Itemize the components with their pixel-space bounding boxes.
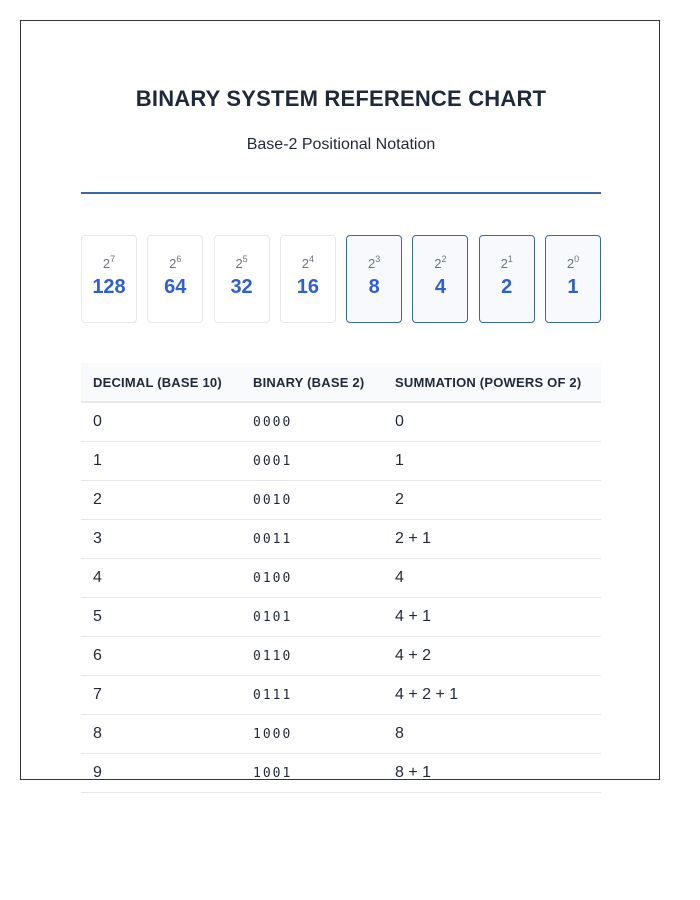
summation-cell: 4 + 2 (383, 637, 601, 676)
binary-table (81, 363, 601, 793)
table-header-row (81, 363, 601, 402)
binary-cell: 0010 (241, 481, 383, 520)
decimal-cell: 1 (81, 442, 241, 481)
summation-cell: 4 (383, 559, 601, 598)
header-summation: SUMMATION (POWERS OF 2) (383, 363, 601, 402)
place-value-card (280, 235, 336, 323)
power-label: $2^2$ (434, 254, 447, 271)
binary-cell: 0100 (241, 559, 383, 598)
decimal-cell: 8 (81, 715, 241, 754)
summation-cell: 8 (383, 715, 601, 754)
decimal-cell: 2 (81, 481, 241, 520)
table-row (81, 754, 601, 793)
place-value: 64 (164, 276, 187, 298)
summation-cell: 1 (383, 442, 601, 481)
binary-cell: 1000 (241, 715, 383, 754)
place-value: 4 (434, 276, 446, 298)
divider (81, 192, 601, 194)
place-value-card (214, 235, 270, 323)
decimal-cell: 7 (81, 676, 241, 715)
power-label: $2^3$ (368, 254, 381, 271)
table-row (81, 402, 601, 442)
decimal-cell: 9 (81, 754, 241, 793)
place-value: 128 (92, 276, 126, 298)
place-value-card (147, 235, 203, 323)
table-row (81, 559, 601, 598)
binary-cell: 0101 (241, 598, 383, 637)
table-row (81, 676, 601, 715)
power-label: $2^5$ (235, 254, 248, 271)
binary-cell: 0001 (241, 442, 383, 481)
binary-cell: 0111 (241, 676, 383, 715)
summation-cell: 8 + 1 (383, 754, 601, 793)
place-value: 32 (230, 276, 253, 298)
place-value-card (412, 235, 468, 323)
summation-cell: 2 (383, 481, 601, 520)
summation-cell: 2 + 1 (383, 520, 601, 559)
decimal-cell: 0 (81, 402, 241, 442)
header-binary: BINARY (BASE 2) (241, 363, 383, 402)
binary-cell: 1001 (241, 754, 383, 793)
page-title: BINARY SYSTEM REFERENCE CHART (135, 86, 547, 111)
binary-cell: 0000 (241, 402, 383, 442)
power-label: $2^6$ (169, 254, 182, 271)
decimal-cell: 3 (81, 520, 241, 559)
summation-cell: 4 + 2 + 1 (383, 676, 601, 715)
place-value: 2 (501, 276, 513, 298)
binary-cell: 0110 (241, 637, 383, 676)
decimal-cell: 6 (81, 637, 241, 676)
table-row (81, 637, 601, 676)
decimal-cell: 5 (81, 598, 241, 637)
power-label: $2^1$ (500, 254, 513, 271)
summation-cell: 4 + 1 (383, 598, 601, 637)
place-value-cards (81, 235, 601, 323)
table-row (81, 481, 601, 520)
page-subtitle: Base-2 Positional Notation (246, 136, 436, 153)
place-value-card (81, 235, 137, 323)
power-label: $2^7$ (102, 254, 116, 271)
header-decimal: DECIMAL (BASE 10) (81, 363, 241, 402)
place-value-card (545, 235, 601, 323)
place-value-card (479, 235, 535, 323)
decimal-cell: 4 (81, 559, 241, 598)
place-value: 16 (296, 276, 319, 298)
table-row (81, 598, 601, 637)
power-label: $2^4$ (301, 254, 314, 271)
table-row (81, 715, 601, 754)
table-row (81, 520, 601, 559)
table-row (81, 442, 601, 481)
binary-cell: 0011 (241, 520, 383, 559)
place-value-card (346, 235, 402, 323)
summation-cell: 0 (383, 402, 601, 442)
power-label: $2^0$ (566, 254, 580, 271)
place-value: 1 (567, 276, 579, 298)
place-value: 8 (368, 276, 380, 298)
